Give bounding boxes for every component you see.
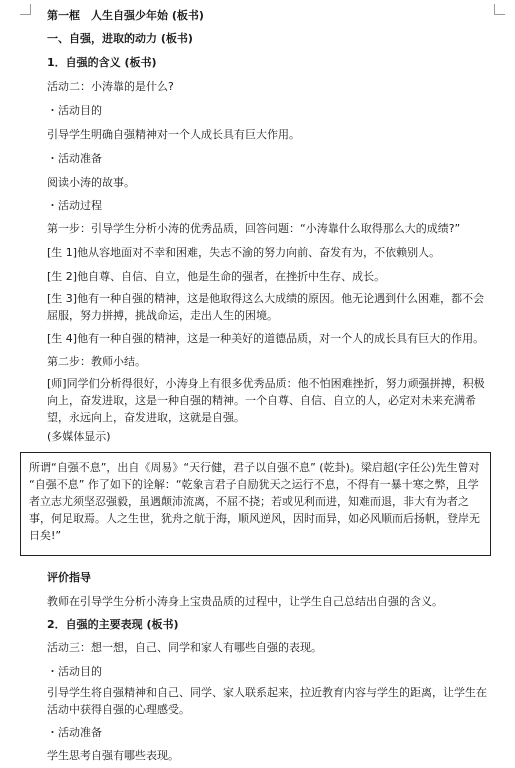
step-1-text: 第一步：引导学生分析小涛的优秀品质，回答问题：“小涛靠什么取得那么大的成绩?” — [47, 222, 461, 235]
teacher-summary: [师]同学们分析得很好，小涛身上有很多优秀品质：他不怕困难挫折，努力顽强拼搏，积极向上，奋发进取，这是一种自强的精神。一个自尊、自信、自立的人，必定对未来充满希望，永远向上，奋发进取，这就是自强。 — [47, 377, 485, 424]
subsection-heading-2: 2．自强的主要表现 (板书) — [47, 618, 179, 631]
activity-goal-text: 引导学生明确自强精神对一个人成长具有巨大作用。 — [47, 128, 300, 141]
student-1-answer: [生 1]他从容地面对不幸和困难，失志不渝的努力向前、奋发有为，不依赖别人。 — [47, 246, 441, 259]
activity-prep-label-2: ・活动准备 — [47, 726, 102, 739]
activity-prep-text: 阅读小涛的故事。 — [47, 176, 135, 189]
evaluation-heading: 评价指导 — [47, 571, 91, 584]
quote-box — [20, 452, 491, 556]
activity-3-title: 活动三：想一想，自己、同学和家人有哪些自强的表现。 — [47, 641, 322, 654]
activity-goal-label: ・活动目的 — [47, 104, 102, 117]
step-2-text: 第二步：教师小结。 — [47, 355, 146, 368]
quote-text: 所谓“自强不息”，出自《周易》“天行健，君子以自强不息” (乾卦)。梁启超(字任公)先生曾对 “自强不息” 作了如下的诠解：“乾象言君子自励犹天之运行不息，不得有一暴十寒之弊，且学者立志尤须坚忍强毅，虽遇颠沛流离，不屈不挠；若或见利而进，知难而退，非大有为者之事，何足取焉。人之生世，犹舟之航于海，顺风逆风，因时而异，如必风顺而后扬帆，登岸无日矣!” — [29, 461, 480, 542]
subsection-heading-1: 1．自强的含义 (板书) — [47, 56, 157, 69]
activity-process-label: ・活动过程 — [47, 199, 102, 212]
student-3-answer: [生 3]他有一种自强的精神，这是他取得这么大成绩的原因。他无论遇到什么困难，都不会屈服，努力拼搏，挑战命运，走出人生的困境。 — [47, 292, 485, 322]
student-2-answer: [生 2]他自尊、自信、自立，他是生命的强者，在挫折中生存、成长。 — [47, 270, 386, 283]
activity-goal-text-2: 引导学生将自强精神和自己、同学、家人联系起来，拉近教育内容与学生的距离，让学生在活动中获得自强的心理感受。 — [47, 686, 487, 716]
activity-goal-label-2: ・活动目的 — [47, 665, 102, 678]
evaluation-text: 教师在引导学生分析小涛身上宝贵品质的过程中，让学生自己总结出自强的含义。 — [47, 595, 443, 608]
student-4-answer: [生 4]他有一种自强的精神，这是一种美好的道德品质，对一个人的成长具有巨大的作用。 — [47, 332, 485, 345]
crop-mark-top-left — [20, 4, 31, 15]
section-heading-1: 一、自强，进取的动力 (板书) — [47, 32, 193, 45]
activity-2-title: 活动二：小涛靠的是什么? — [47, 80, 174, 93]
activity-prep-text-2: 学生思考自强有哪些表现。 — [47, 749, 179, 762]
lesson-heading: 第一框 人生自强少年始 (板书) — [47, 9, 204, 22]
crop-mark-top-right — [494, 4, 505, 15]
activity-prep-label: ・活动准备 — [47, 152, 102, 165]
multimedia-note: (多媒体显示) — [47, 430, 111, 443]
